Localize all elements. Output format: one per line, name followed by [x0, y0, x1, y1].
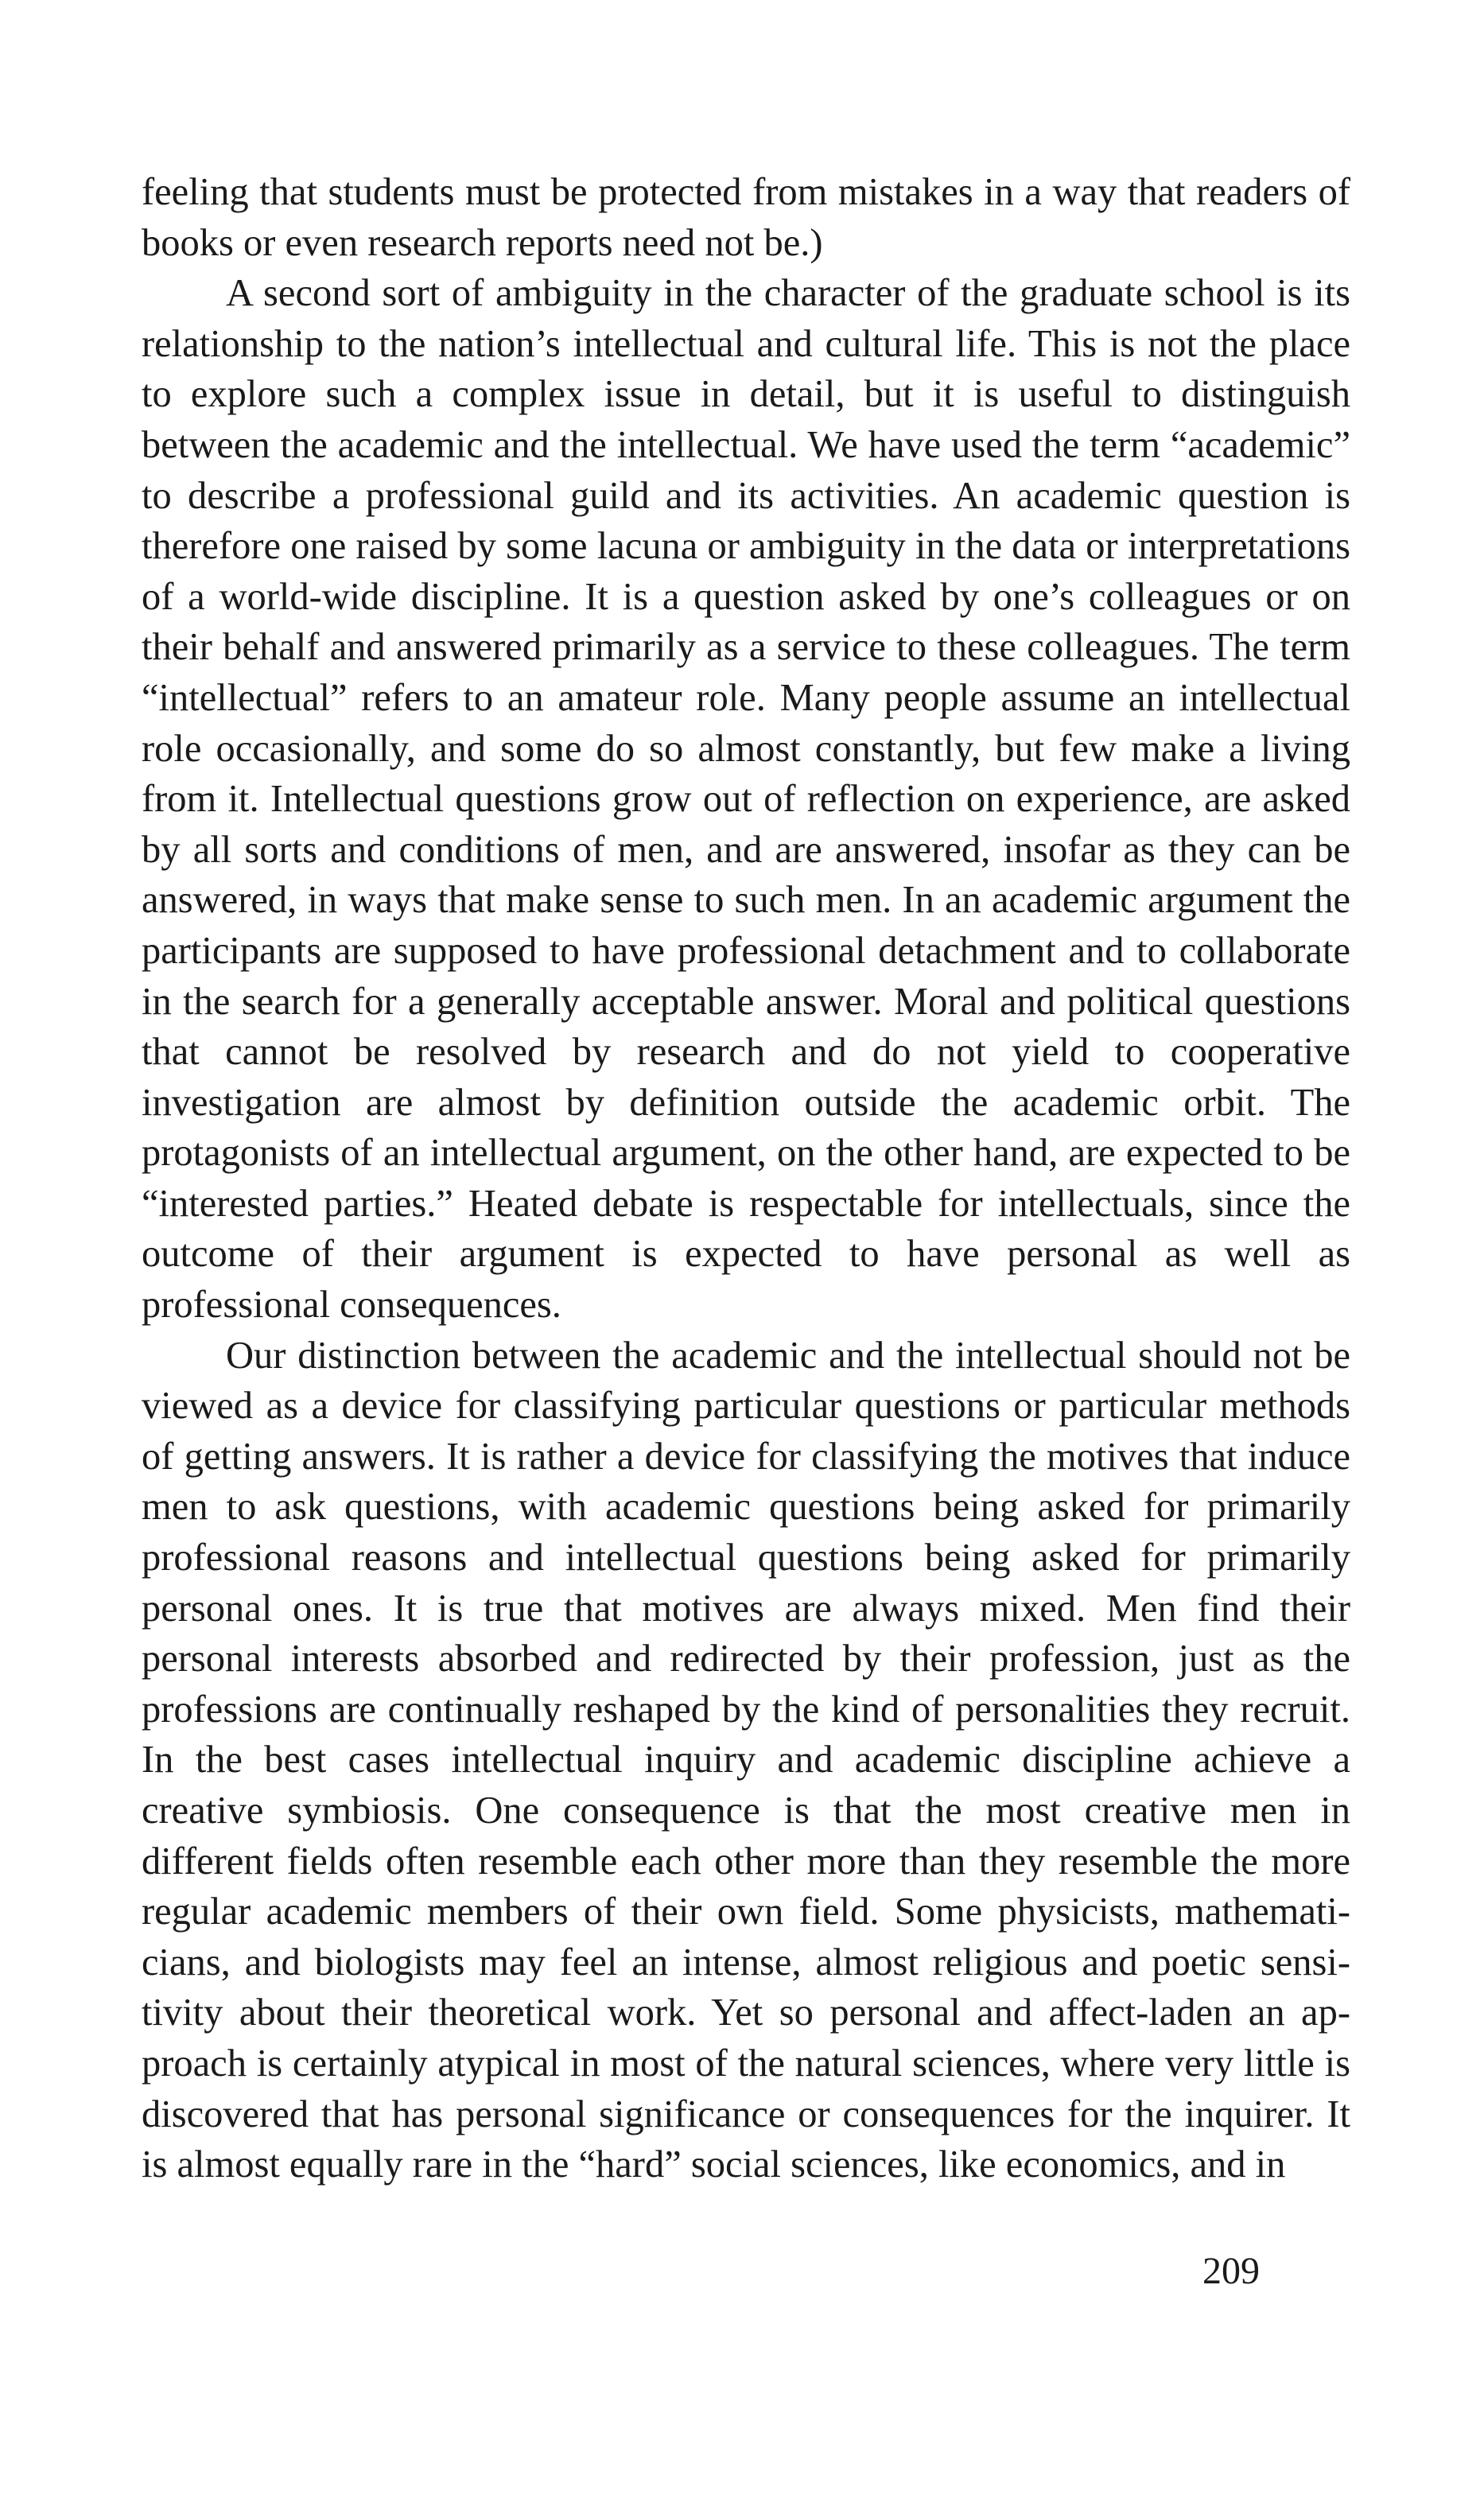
paragraph-continued: feeling that students must be protected from mistakes in a way that readers of books or even research reports need not be.) — [142, 171, 1350, 264]
paragraph-distinction: Our distinction between the academic and the intellectual should not be viewed as a device for classifying particular questions or particular methods of getting answers. It is rather a device for classifying the motives that induce men to ask questions, with academic questions being asked for primarily professional reasons and intellectual questions being asked for primarily personal ones. It is true that motives are always mixed. Men find their personal interests absorbed and redirected by their profession, just as the professions are continually reshaped by the kind of personalities they recruit. In the best cases intellectual inquiry and academic discipline achieve a creative symbiosis. One consequence is that the most creative men in different fields often resemble each other more than they resemble the more regular academic members of their own field. Some physicists, mathematicians, and biologists may feel an intense, almost religious and poetic sensitivity about their theoretical work. Yet so personal and affect-laden an approach is certainly atypical in most of the natural sciences, where very little is discovered that has personal significance or consequences for the inquirer. It is almost equally rare in the “hard” social sciences, like economics, and in — [142, 1334, 1350, 2186]
body-text — [142, 167, 1350, 2190]
paragraph-ambiguity: A second sort of ambiguity in the character of the graduate school is its relationship to the nation’s intellectual and cultural life. This is not the place to explore such a complex issue in detail, but it is useful to distinguish between the academic and the intellectual. We have used the term “academic” to describe a professional guild and its activities. An academic question is therefore one raised by some lacuna or ambiguity in the data or interpretations of a world-wide discipline. It is a question asked by one’s colleagues or on their behalf and answered primarily as a service to these colleagues. The term “intellectual” refers to an amateur role. Many people assume an intellectual role occasionally, and some do so almost constantly, but few make a living from it. Intellectual questions grow out of reflection on experience, are asked by all sorts and conditions of men, and are answered, insofar as they can be answered, in ways that make sense to such men. In an academic argument the participants are supposed to have professional detachment and to collaborate in the search for a generally acceptable answer. Moral and political questions that cannot be resolved by research and do not yield to cooperative investigation are almost by definition outside the academic orbit. The protagonists of an intellectual argument, on the other hand, are expected to be “interested parties.” Heated debate is respectable for intellectuals, since the outcome of their argument is expected to have personal as well as professional consequences. — [142, 272, 1350, 1327]
page-number: 209 — [1202, 2250, 1260, 2292]
